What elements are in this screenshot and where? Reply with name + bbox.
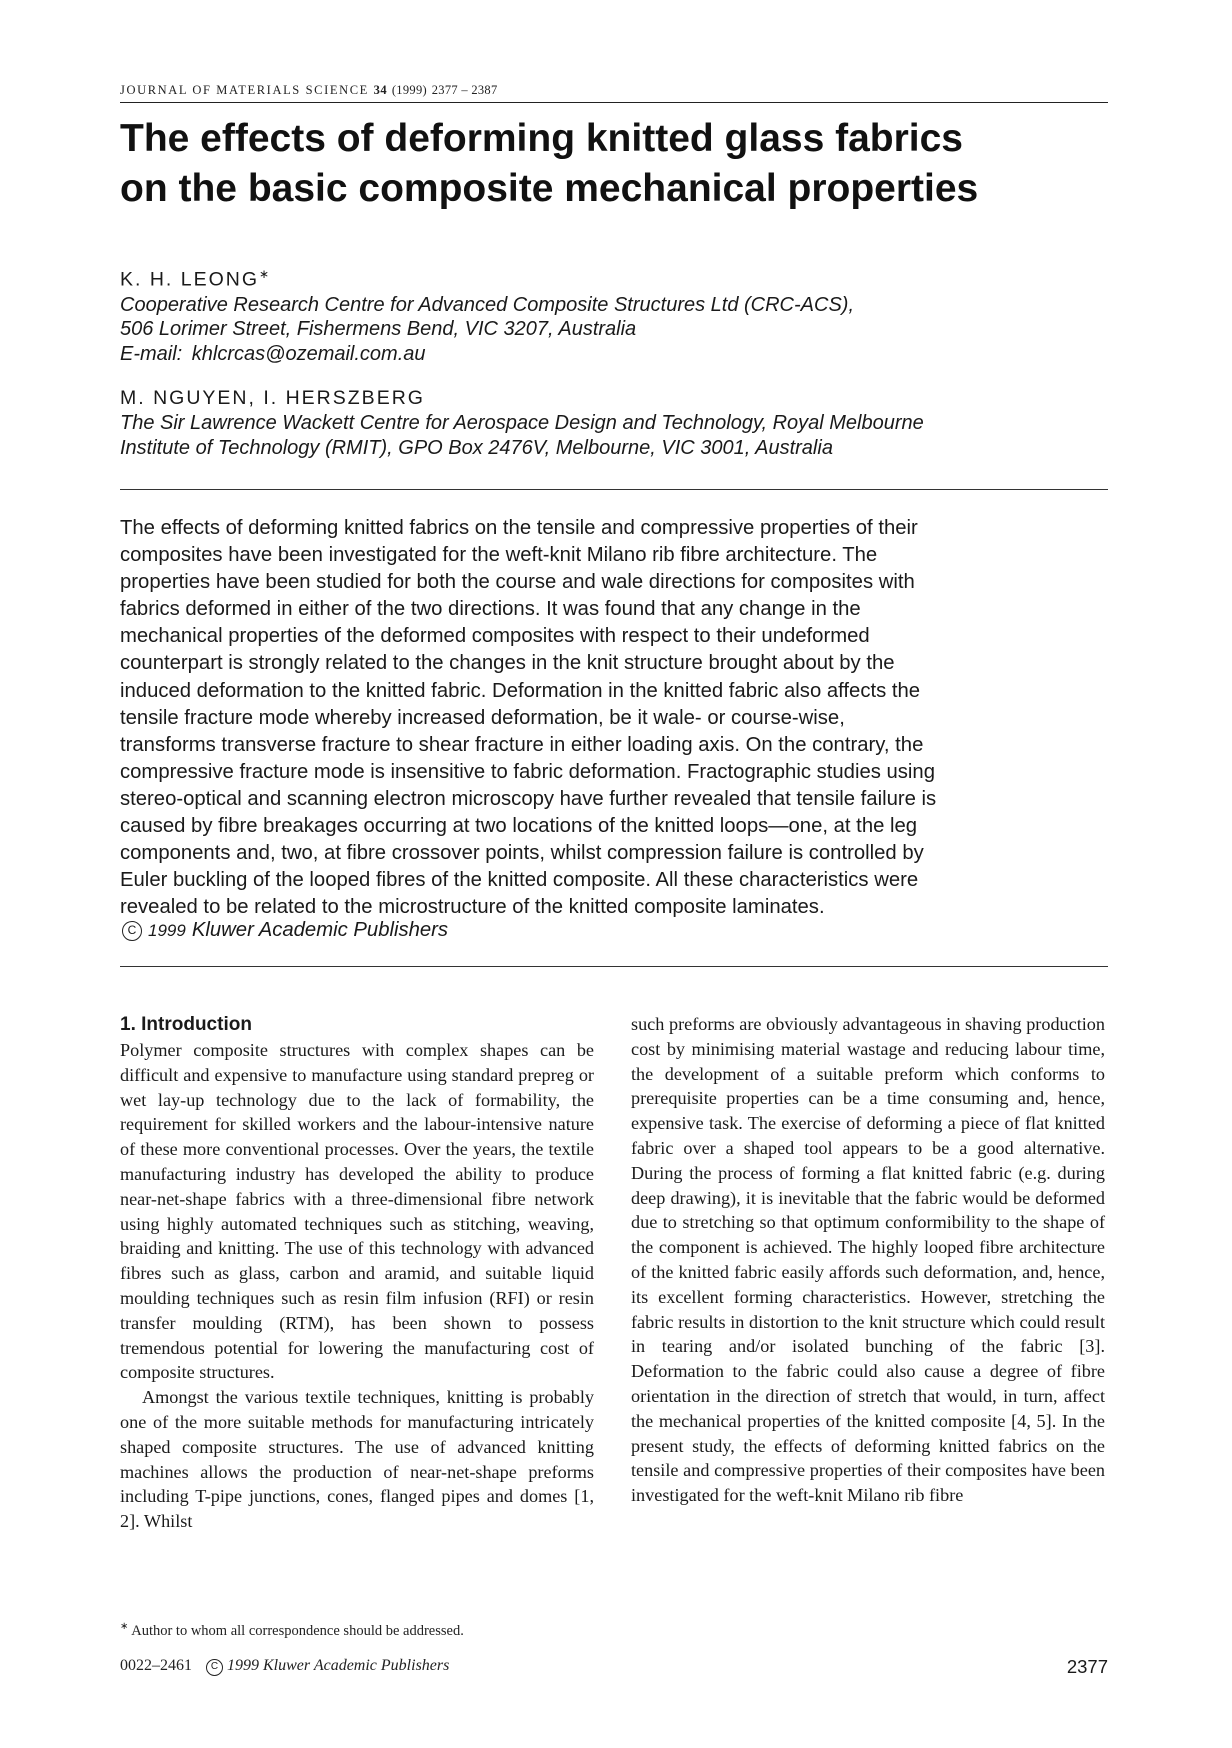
divider xyxy=(120,489,1108,490)
abstract-line: transforms transverse fracture to shear fracture in either loading axis. On the contrary, the xyxy=(120,733,924,756)
footnote-mark: ∗ xyxy=(120,1621,129,1632)
divider xyxy=(120,966,1108,967)
copyright-publisher: Kluwer Academic Publishers xyxy=(191,919,449,941)
abstract-line: tensile fracture mode whereby increased deformation, be it wale- or course-wise, xyxy=(120,706,845,729)
copyright-year: 1999 xyxy=(148,921,186,940)
affiliation-line: The Sir Lawrence Wackett Centre for Aerospace Design and Technology, Royal Melbourne xyxy=(120,412,924,434)
body-paragraph: Polymer composite structures with complex shapes can be difficult and expensive to manufacture using standard prepreg or wet lay-up technology due to the lack of formability, the requirement for skilled workers and the labour-intensive nature of these more conventional processes. Over the years, the textile manufacturing industry has developed the ability to produce near-net-shape fabrics with a three-dimensional fibre network using highly automated techniques such as stitching, weaving, braiding and knitting. The use of this technology with advanced fibres such as glass, carbon and aramid, and suitable liquid moulding techniques such as resin film infusion (RFI) or resin transfer moulding (RTM), has been shown to possess tremendous potential for lowering the manufacturing cost of composite structures. xyxy=(120,1040,594,1383)
page-number: 2377 xyxy=(1066,1656,1108,1677)
abstract-line: caused by fibre breakages occurring at two locations of the knitted loops—one, at the leg xyxy=(120,815,918,838)
affiliation-line: Cooperative Research Centre for Advanced Composite Structures Ltd (CRC-ACS), xyxy=(120,293,855,316)
abstract-line: composites have been investigated for the weft-knit Milano rib fibre architecture. The xyxy=(120,544,878,567)
footnote-text: Author to whom all correspondence should be addressed. xyxy=(131,1622,464,1639)
journal-name: JOURNAL OF MATERIALS SCIENCE xyxy=(120,83,369,97)
abstract-line: The effects of deforming knitted fabrics on the tensile and compressive properties of their xyxy=(120,517,918,539)
journal-pages: 2377 – 2387 xyxy=(431,83,498,97)
body-column-left xyxy=(120,1012,594,1534)
author-group-2 xyxy=(120,385,1108,460)
section-heading: 1. Introduction xyxy=(120,1014,252,1035)
title-line: The effects of deforming knitted glass fabrics xyxy=(120,117,963,160)
corresponding-author-mark: ∗ xyxy=(259,267,270,281)
abstract-line: properties have been studied for both the course and wale directions for composites with xyxy=(120,571,915,594)
author-email xyxy=(120,342,1108,367)
abstract-line: counterpart is strongly related to the changes in the knit structure brought about by the xyxy=(120,652,895,675)
abstract xyxy=(120,515,1108,921)
author-group-1 xyxy=(120,261,1108,366)
title-line: on the basic composite mechanical properties xyxy=(120,167,979,210)
footer-issn-copyright xyxy=(120,1657,449,1676)
abstract-line: Euler buckling of the looped fibres of the knitted composite. All these characteristics were xyxy=(120,869,919,892)
journal-header xyxy=(120,83,1108,103)
copyright-icon: C xyxy=(206,1659,223,1676)
footnote xyxy=(120,1621,464,1640)
abstract-line: induced deformation to the knitted fabric. Deformation in the knitted fabric also affects the xyxy=(120,679,921,702)
author-names: M. NGUYEN, I. HERSZBERG xyxy=(120,387,425,409)
abstract-line: revealed to be related to the microstructure of the knitted composite laminates. xyxy=(120,896,825,919)
abstract-line: stereo-optical and scanning electron microscopy have further revealed that tensile failure is xyxy=(120,787,937,810)
body-paragraph: such preforms are obviously advantageous in shaving production cost by minimising material wastage and reducing labour time, the development of a suitable preform which conforms to prerequisite properties can be a time consuming and, hence, expensive task. The exercise of deforming a piece of flat knitted fabric over a shaped tool appears to be a good alternative. During the process of forming a flat knitted fabric (e.g. during deep drawing), it is inevitable that the fabric would be deformed due to stretching so that optimum conformibility to the shape of the component is achieved. The highly looped fibre architecture of the knitted fabric easily affords such deformation, and, hence, its excellent forming characteristics. However, stretching the fabric results in distortion to the knit structure which could result in tearing and/or isolated bunching of the fabric [3]. Deformation to the fabric could also cause a degree of fibre orientation in the direction of stretch that would, in turn, affect the mechanical properties of the knitted composite [4, 5]. In the present study, the effects of deforming knitted fabrics on the tensile and compressive properties of their composites have been investigated for the weft-knit Milano rib fibre xyxy=(631,1014,1105,1506)
email-address[interactable]: khlcrcas@ozemail.com.au xyxy=(191,342,426,365)
journal-year: (1999) xyxy=(391,83,427,97)
author-names: K. H. LEONG∗ xyxy=(120,267,270,291)
abstract-copyright xyxy=(120,917,1108,944)
affiliation-line: 506 Lorimer Street, Fishermens Bend, VIC 3207, Australia xyxy=(120,318,637,340)
copyright-icon: C xyxy=(122,921,142,941)
body-column-right xyxy=(631,1012,1105,1508)
journal-volume: 34 xyxy=(373,83,388,97)
footer-copyright: 1999 Kluwer Academic Publishers xyxy=(227,1657,450,1674)
body-paragraph: Amongst the various textile techniques, knitting is probably one of the more suitable methods for manufacturing intricately shaped composite structures. The use of advanced knitting machines allows the production of near-net-shape preforms including T-pipe junctions, cones, flanged pipes and domes [1, 2]. Whilst xyxy=(120,1387,594,1532)
abstract-line: fabrics deformed in either of the two directions. It was found that any change in the xyxy=(120,598,861,621)
email-label: E-mail: xyxy=(120,342,183,365)
abstract-line: compressive fracture mode is insensitive to fabric deformation. Fractographic studies using xyxy=(120,760,935,783)
affiliation-line: Institute of Technology (RMIT), GPO Box 2476V, Melbourne, VIC 3001, Australia xyxy=(120,436,833,459)
issn: 0022–2461 xyxy=(120,1657,192,1674)
paper-title xyxy=(120,114,1108,214)
abstract-line: mechanical properties of the deformed composites with respect to their undeformed xyxy=(120,625,870,648)
abstract-line: components and, two, at fibre crossover points, whilst compression failure is controlled by xyxy=(120,842,924,865)
